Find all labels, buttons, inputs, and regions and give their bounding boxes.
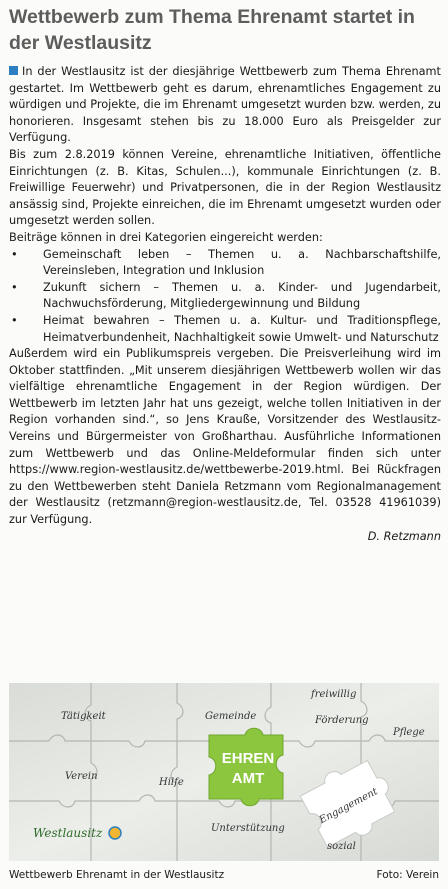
word-gemeinde: Gemeinde bbox=[205, 711, 257, 722]
word-verein: Verein bbox=[65, 771, 98, 782]
paragraph-intro bbox=[9, 64, 441, 147]
word-unterstuetzung: Unterstützung bbox=[211, 823, 285, 834]
list-item: • Zukunft sichern – Themen u. a. Kinder- und Jugendarbeit, Nachwuchsförderung, Mitgliedergewinnung und Bildung bbox=[9, 280, 441, 313]
word-foerderung: Förderung bbox=[315, 715, 369, 726]
word-freiwillig: freiwillig bbox=[311, 689, 357, 700]
paragraph-marker-icon bbox=[9, 66, 18, 75]
word-taetigkeit: Tätigkeit bbox=[61, 711, 106, 722]
logo-text: Westlausitz bbox=[33, 826, 103, 840]
paragraph-categories-intro: Beiträge können in drei Kategorien eingereicht werden: bbox=[9, 230, 323, 244]
caption-text: Wettbewerb Ehrenamt in der Westlausitz bbox=[9, 869, 225, 881]
list-item: • Gemeinschaft leben – Themen u. a. Nachbarschaftshilfe, Vereinsleben, Integration und Inklusion bbox=[9, 247, 441, 280]
byline: D. Retzmann bbox=[367, 529, 441, 543]
headline: Wettbewerb zum Thema Ehrenamt startet in der Westlausitz bbox=[9, 6, 415, 54]
ehren-label: EHREN bbox=[221, 750, 275, 767]
word-pflege: Pflege bbox=[393, 727, 425, 738]
category-list bbox=[9, 247, 441, 347]
paragraph-details: Außerdem wird ein Publikumspreis vergeben. Die Preisverleihung wird im Oktober stattfinden. „Mit unserem diesjährigen Wettbewerb wollen wir das vielfältige ehrenamtliche Engagement in der Region würdigen. Der Wettbewerb im letzten Jahr hat uns gezeigt, welche tollen Initiativen in der Region vorhanden sind.“, so Jens Kraußе, Vorsitzender des Westlausitz-Vereins und Bürgermeister von Großharthau. Ausführliche Informationen zum Wettbewerb und das Online-Meldeformular finden sich unter https://www.region-westlausitz.de/wettbewerbe-2019.html. Bei Rückfragen zu den Wettbewerben steht Daniela Retzmann vom Regionalmanagement der Westlausitz (retzmann@region-westlausitz.de, Tel. 03528 41961039) zur Verfügung. bbox=[9, 347, 441, 527]
word-hilfe: Hilfe bbox=[159, 777, 184, 788]
engagement-label: Engagement bbox=[317, 786, 380, 827]
puzzle-photo bbox=[9, 683, 439, 861]
logo-emblem-icon bbox=[109, 827, 121, 839]
ehrenamt-piece bbox=[209, 728, 283, 806]
article-body bbox=[9, 64, 441, 545]
amt-label: AMT bbox=[231, 770, 265, 787]
list-item: • Heimat bewahren – Themen u. a. Kultur- und Traditionspflege, Heimatverbundenheit, Nachhaltigkeit sowie Umwelt- und Naturschutz bbox=[9, 313, 441, 346]
word-sozial: sozial bbox=[327, 841, 356, 852]
paragraph-eligibility: Bis zum 2.8.2019 können Vereine, ehrenamtliche Initiativen, öffentliche Einrichtungen (z. B. Kitas, Schulen...), kommunale Einrichtungen (z. B. Freiwillige Feuerwehr) und Privatpersonen, die in der Region Westlausitz ansässig sind, Projekte einreichen, die im Ehrenamt umgesetzt wurden oder umgesetzt werden sollen. bbox=[9, 147, 441, 228]
photo-credit: Foto: Verein bbox=[376, 869, 439, 881]
intro-text: In der Westlausitz ist der diesjährige Wettbewerb zum Thema Ehrenamt gestartet. Im Wettbewerb geht es darum, ehrenamtliches Engagement zu würdigen und Projekte, die im Ehrenamt umgesetzt wurden bzw. werden, zu honorieren. Insgesamt stehen bis zu 18.000 Euro als Preisgelder zur Verfügung. bbox=[9, 65, 441, 145]
puzzle-illustration bbox=[9, 683, 439, 861]
